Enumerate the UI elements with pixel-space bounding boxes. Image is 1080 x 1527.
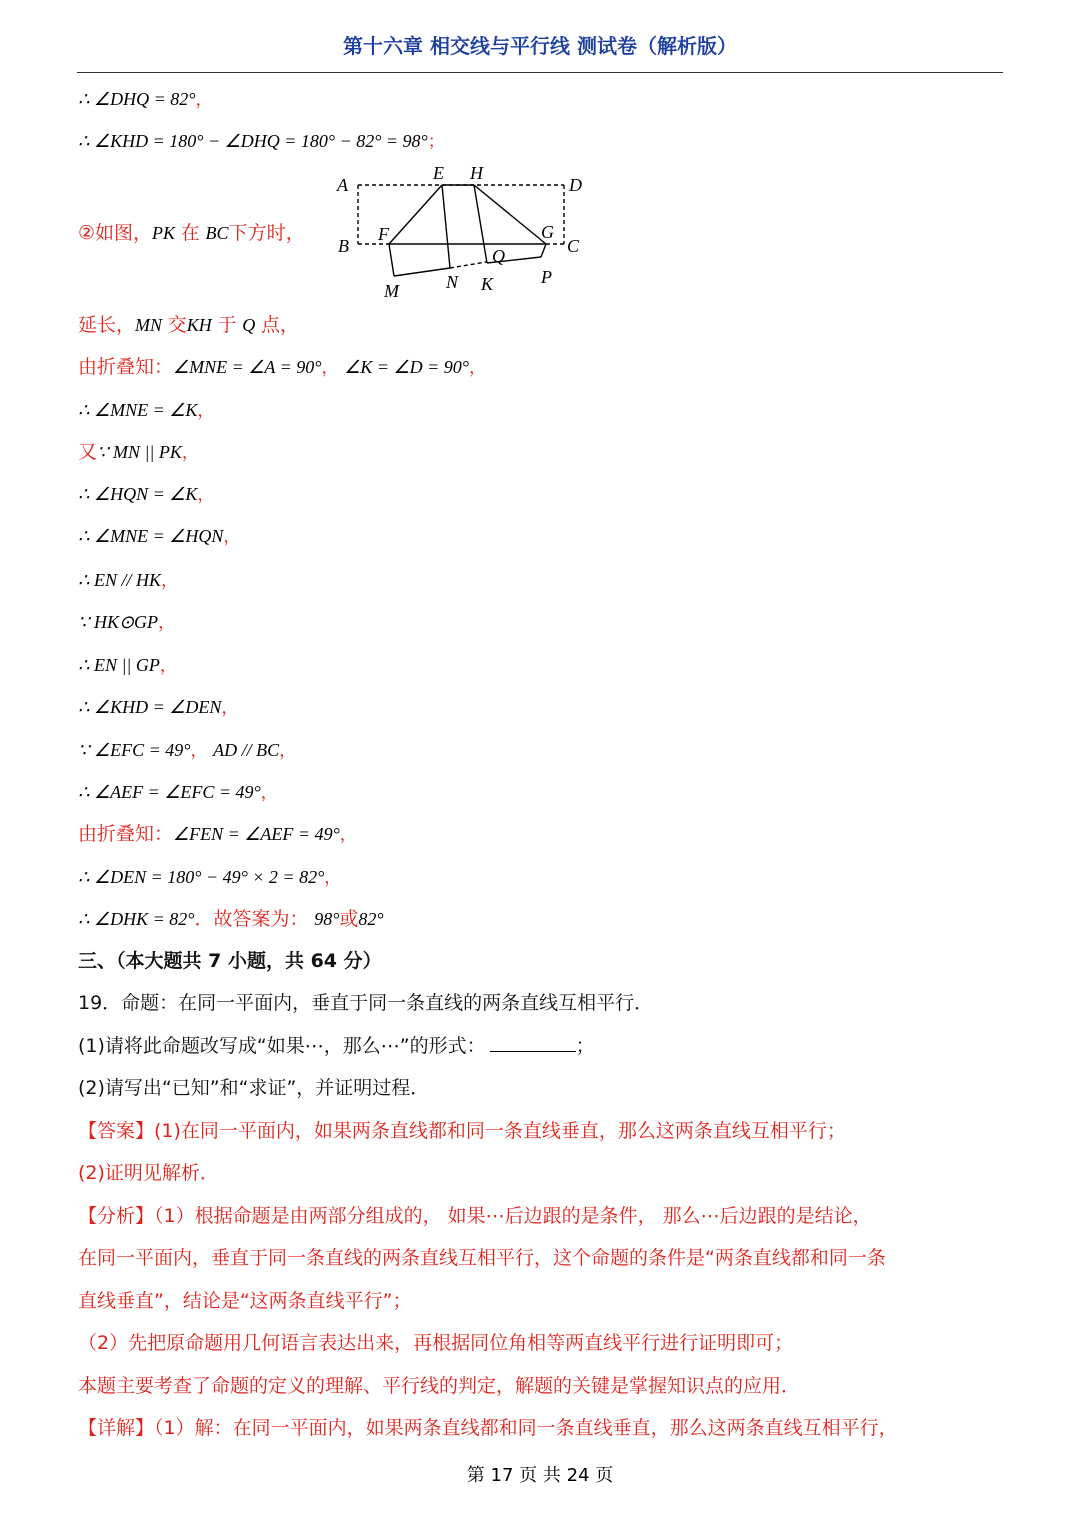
proof-line [78, 906, 384, 933]
lead-text: 延长， [78, 314, 136, 336]
label-F: F [378, 224, 389, 244]
label-Q: Q [492, 246, 505, 266]
punctuation: ， [190, 741, 208, 761]
answer-blank [490, 1033, 576, 1052]
math-expression: 82° [358, 909, 384, 929]
line-HK [474, 185, 487, 263]
math-expression: ∴ ∠HQN = ∠K [78, 484, 198, 504]
math-expression: KH [186, 315, 212, 335]
proof-line [78, 694, 238, 721]
analysis-line [78, 1203, 872, 1229]
extend-line [78, 312, 299, 339]
header-divider [77, 72, 1003, 73]
proof-line [78, 481, 214, 508]
label-E: E [433, 163, 444, 183]
proof-line [78, 652, 177, 679]
answer-lead: ．故答案为： [194, 908, 309, 930]
label-G: G [541, 222, 554, 242]
punctuation: ， [468, 358, 486, 378]
math-expression: Q [242, 315, 256, 335]
answer-tag: 【答案】 [78, 1120, 155, 1142]
punctuation: ， [339, 825, 357, 845]
punctuation: ， [158, 613, 176, 633]
math-expression: 98° [314, 909, 340, 929]
label-H: H [470, 163, 483, 183]
line-EN [442, 185, 450, 268]
line-NQ [450, 262, 486, 268]
proof-line [78, 864, 341, 891]
math-expression: ∵ MN || PK [97, 442, 182, 462]
label-N: N [446, 272, 459, 292]
analysis-line: 直线垂直”，结论是“这两条直线平行”； [78, 1290, 412, 1312]
punctuation: ， [195, 90, 213, 110]
math-expression: ∴ ∠AEF = ∠EFC = 49° [78, 782, 261, 802]
math-expression: ∴ EN || GP [78, 655, 160, 675]
punctuation: ， [159, 656, 177, 676]
punctuation: ； [427, 132, 445, 152]
math-expression: ∵ HK⊙GP [78, 612, 159, 632]
analysis-text: （1）根据命题是由两部分组成的， 如果⋯后边跟的是条件， 那么⋯后边跟的是结论， [154, 1205, 872, 1227]
label-P: P [541, 267, 552, 287]
punctuation: ， [260, 783, 278, 803]
math-expression: ∠FEN = ∠AEF = 49° [173, 824, 340, 844]
section-heading: 三、（本大题共 7 小题，共 64 分） [78, 950, 382, 972]
lead-text: 又 [78, 441, 98, 463]
math-expression: ∴ EN // HK [78, 570, 161, 590]
label-B: B [338, 236, 349, 256]
proof-line [78, 779, 278, 806]
fold-line [78, 354, 486, 381]
math-expression: ∠K = ∠D = 90° [344, 357, 469, 377]
line-MN [394, 268, 450, 276]
question-part-2: (2)请写出“已知”和“求证”，并证明过程． [78, 1077, 430, 1099]
math-expression: ∴ ∠DHQ = 82° [78, 89, 196, 109]
detail-line [78, 1415, 898, 1441]
punctuation: ， [197, 401, 215, 421]
line-HG [474, 185, 546, 244]
lead-text: 由折叠知： [78, 823, 174, 845]
punctuation: ， [197, 485, 215, 505]
math-expression: AD // BC [213, 740, 280, 760]
lead-text: 由折叠知： [78, 356, 174, 378]
proof-line [78, 821, 357, 848]
connector-text: 或 [339, 908, 359, 930]
connector-text: 在 [180, 222, 200, 244]
math-expression: ∴ ∠DHK = 82° [78, 909, 195, 929]
answer-text: (1)在同一平面内，如果两条直线都和同一条直线垂直，那么这两条直线互相平行； [154, 1120, 846, 1142]
label-C: C [567, 236, 580, 256]
proof-line [78, 567, 178, 594]
analysis-tag: 【分析】 [78, 1205, 155, 1227]
label-K: K [481, 274, 494, 294]
math-expression: ∠MNE = ∠A = 90° [173, 357, 322, 377]
question-part-1 [78, 1033, 595, 1059]
proof-line [78, 128, 445, 155]
punctuation: ， [321, 358, 339, 378]
punctuation: ， [223, 527, 241, 547]
part-1-end: ； [575, 1035, 595, 1057]
page-footer: 第 17 页 共 24 页 [466, 1465, 614, 1486]
punctuation: ， [279, 741, 297, 761]
proof-line [78, 523, 240, 550]
punctuation: ， [181, 443, 199, 463]
answer-line: (2)证明见解析． [78, 1162, 219, 1184]
question-stem: 19．命题：在同一平面内，垂直于同一条直线的两条直线互相平行． [78, 992, 654, 1014]
page-header-title: 第十六章 相交线与平行线 测试卷（解析版） [343, 34, 737, 58]
punctuation: ， [160, 571, 178, 591]
label-A: A [337, 175, 348, 195]
analysis-line: 在同一平面内，垂直于同一条直线的两条直线互相平行，这个命题的条件是“两条直线都和同一条 [78, 1247, 886, 1269]
proof-line [78, 439, 199, 466]
math-expression: ∴ ∠KHD = 180° − ∠DHQ = 180° − 82° = 98° [78, 131, 428, 151]
line-FM [389, 244, 394, 276]
math-expression: MN [135, 315, 163, 335]
line-FE [389, 185, 442, 244]
analysis-line: 本题主要考查了命题的定义的理解、平行线的判定，解题的关键是掌握知识点的应用． [78, 1375, 801, 1397]
connector-text: 交 [167, 314, 187, 336]
proof-line [78, 737, 296, 764]
detail-text: （1）解：在同一平面内，如果两条直线都和同一条直线垂直，那么这两条直线互相平行， [154, 1417, 898, 1439]
part-1-text: (1)请将此命题改写成“如果⋯，那么⋯”的形式： [78, 1035, 486, 1057]
proof-line [78, 397, 214, 424]
case-intro-text: ②如图， [78, 222, 153, 244]
proof-line [78, 609, 175, 636]
math-expression: ∴ ∠MNE = ∠HQN [78, 526, 224, 546]
connector-text: 下方时， [228, 222, 305, 244]
math-expression: ∴ ∠MNE = ∠K [78, 400, 198, 420]
tail-text: 点， [261, 314, 300, 336]
label-D: D [569, 175, 582, 195]
math-expression: ∴ ∠DEN = 180° − 49° × 2 = 82° [78, 867, 325, 887]
punctuation: ， [324, 868, 342, 888]
math-expression: ∴ ∠KHD = ∠DEN [78, 697, 222, 717]
case-two-intro [78, 220, 305, 247]
analysis-line: （2）先把原命题用几何语言表达出来，再根据同位角相等两直线平行进行证明即可； [78, 1332, 794, 1354]
math-expression: ∵ ∠EFC = 49° [78, 740, 191, 760]
detail-tag: 【详解】 [78, 1417, 155, 1439]
label-M: M [384, 281, 399, 300]
geometry-figure [334, 160, 594, 300]
line-PG [541, 244, 546, 257]
math-expression: PK [152, 223, 176, 243]
connector-text: 于 [217, 314, 237, 336]
math-expression: BC [205, 223, 229, 243]
answer-line [78, 1118, 846, 1144]
proof-line [78, 86, 212, 113]
punctuation: ， [221, 698, 239, 718]
